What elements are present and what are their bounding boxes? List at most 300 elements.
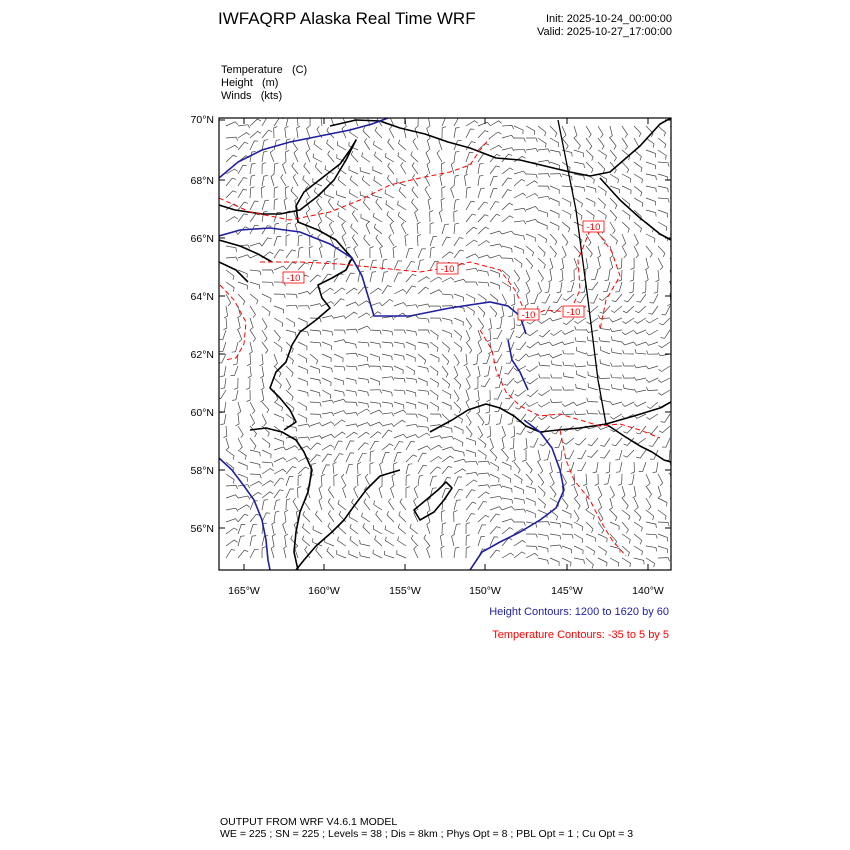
wind-barb (260, 366, 263, 378)
wind-barb (418, 366, 428, 372)
wind-barb (250, 318, 253, 330)
wind-barb (322, 261, 331, 270)
wind-barb (618, 474, 622, 485)
wind-barb (224, 306, 227, 318)
field-unit: (C) (291, 64, 308, 76)
wind-barb (313, 526, 322, 534)
wind-barb (451, 162, 454, 174)
wind-barb (354, 486, 358, 498)
wind-barb (418, 465, 427, 474)
wind-barb (646, 387, 658, 391)
wind-barb (387, 211, 394, 222)
wind-barb (622, 210, 630, 220)
wind-barb (262, 306, 270, 316)
wind-barb (586, 353, 598, 356)
wind-barb (559, 270, 563, 282)
wind-barb (514, 474, 522, 484)
wind-barb (226, 519, 238, 522)
kodiak-island (414, 482, 452, 520)
wind-barb (370, 410, 382, 414)
wind-barb (374, 152, 382, 162)
wind-barb (487, 330, 491, 342)
wind-barb (430, 457, 442, 463)
wind-barb (600, 359, 610, 366)
wind-barb (494, 342, 502, 351)
wind-barb (574, 150, 584, 157)
wind-barb (370, 272, 376, 282)
wind-barb (262, 450, 271, 458)
wind-barb (526, 206, 538, 210)
wind-barb (274, 250, 284, 258)
wind-barb (600, 306, 610, 314)
wind-barb (437, 150, 442, 162)
wind-barb (598, 498, 602, 510)
coastline-layer (219, 118, 671, 570)
wind-barb (598, 315, 610, 319)
wind-barb (391, 486, 395, 498)
wind-barb (598, 162, 605, 173)
wind-barb (370, 378, 379, 386)
wind-barb (310, 414, 321, 418)
wind-barb (504, 366, 514, 374)
wind-barb (365, 138, 371, 150)
wind-barb (634, 246, 639, 258)
wind-barb (220, 366, 226, 377)
wind-barb (286, 294, 297, 298)
wind-barb (262, 151, 267, 162)
wind-barb (646, 150, 656, 157)
wind-barb (539, 362, 550, 366)
wind-barb (526, 138, 537, 142)
wind-barb (514, 208, 526, 211)
wind-barb (454, 459, 466, 462)
wind-barb (346, 402, 357, 406)
wind-barb (398, 537, 406, 546)
wind-barb (658, 558, 670, 562)
wind-barb (247, 390, 251, 402)
wind-barb (327, 547, 334, 558)
wind-barb (382, 330, 393, 335)
wind-barb (466, 306, 474, 315)
wind-barb (412, 187, 418, 198)
temp-contour-south (480, 330, 660, 438)
wind-barb (478, 414, 484, 425)
wind-barb (464, 174, 467, 186)
wind-barb (358, 443, 369, 450)
wind-barb (658, 150, 666, 160)
wind-barb (361, 214, 370, 222)
wind-barb (238, 450, 246, 460)
wind-barb (648, 306, 658, 314)
wind-barb (250, 175, 255, 186)
wind-barb (334, 432, 345, 438)
wind-barb (575, 337, 586, 342)
wind-barb (334, 411, 346, 414)
wind-barb (358, 402, 369, 408)
wind-barb (586, 162, 593, 173)
lat-label: 66°N (190, 233, 214, 245)
lon-label: 150°W (469, 585, 501, 597)
wind-barb (338, 201, 346, 210)
wind-barb (262, 500, 268, 510)
height-contour-legend: Height Contours: 1200 to 1620 by 60 (489, 606, 669, 618)
wind-barb (234, 378, 238, 389)
wind-barb (358, 326, 370, 330)
wind-barb (427, 162, 430, 174)
wind-barb (551, 306, 562, 313)
wind-barb (622, 534, 630, 544)
wind-barb (322, 342, 331, 350)
wind-barb (334, 354, 343, 362)
wind-barb (610, 258, 613, 270)
wind-barb (334, 299, 345, 306)
wind-barb (502, 135, 514, 138)
wind-barb (586, 198, 595, 206)
contour-label: -10 (586, 222, 601, 233)
contour-label: -10 (566, 307, 581, 318)
wind-barb (386, 200, 394, 210)
wind-barb (328, 151, 334, 162)
wind-barb (380, 246, 383, 258)
wind-barb (238, 505, 250, 510)
wind-barb (631, 258, 635, 270)
wind-barb (574, 162, 585, 168)
wind-barb (406, 402, 416, 409)
wind-barb (376, 199, 382, 210)
wind-barb (658, 126, 666, 136)
wind-barb (358, 342, 369, 347)
wind-barb (550, 186, 559, 194)
wind-barb (322, 454, 332, 462)
wind-barb (563, 350, 574, 354)
wind-barb (417, 222, 421, 234)
wind-barb (598, 534, 607, 542)
wind-barb (490, 121, 502, 126)
wind-barb (394, 342, 405, 348)
wind-barb (464, 354, 468, 366)
wind-barb (226, 155, 237, 162)
wind-barb (334, 475, 338, 487)
wind-barb (226, 438, 229, 450)
wind-barb (328, 198, 334, 210)
wind-barb (262, 226, 271, 234)
wind-barb (298, 414, 307, 423)
wind-barb (514, 462, 520, 473)
wind-barb (634, 162, 642, 172)
lat-label: 62°N (190, 349, 214, 361)
wind-barb (658, 258, 663, 270)
wind-barb (406, 354, 415, 362)
wind-barb (382, 413, 394, 417)
wind-barb (586, 246, 592, 257)
wind-barb (262, 342, 268, 354)
wind-barb (310, 423, 322, 426)
wind-barb (563, 318, 574, 325)
wind-barb (250, 549, 259, 558)
wind-barb (634, 402, 646, 406)
wind-barb (490, 177, 498, 186)
wind-barb (514, 149, 526, 153)
wind-barb (370, 288, 382, 294)
wind-barb (577, 450, 586, 459)
wind-barb (477, 366, 480, 378)
wind-barb (334, 441, 342, 450)
wind-barb (646, 366, 658, 369)
wind-barb (412, 199, 418, 210)
wind-barb (454, 127, 460, 138)
wind-barb (286, 378, 291, 390)
wind-barb (478, 175, 483, 186)
wind-barb (562, 546, 572, 553)
wind-barb (262, 469, 274, 475)
wind-barb (262, 270, 274, 274)
wind-barb (454, 354, 459, 366)
wind-barb (502, 270, 510, 280)
wind-barb (526, 462, 532, 473)
wind-barb (622, 174, 631, 183)
wind-barb (550, 354, 562, 358)
wind-barb (562, 126, 566, 138)
wind-barb (304, 163, 310, 174)
wind-barb (286, 489, 294, 498)
lat-label: 70°N (190, 114, 214, 126)
wind-barb (488, 318, 491, 330)
wind-barb (238, 524, 245, 534)
wind-barb (322, 434, 334, 438)
wind-barb (298, 475, 302, 486)
wind-barb (370, 354, 380, 361)
wind-barb (659, 342, 671, 348)
wind-barb (622, 330, 634, 335)
wind-barb (363, 127, 370, 138)
wind-barb (398, 524, 406, 534)
wind-barb (406, 435, 418, 439)
wind-barb (653, 462, 659, 473)
wind-barb (538, 270, 543, 282)
wind-barb (562, 498, 568, 509)
wind-barb (250, 306, 256, 318)
wind-barb (262, 175, 268, 186)
wind-barb (511, 318, 515, 330)
wind-barb (599, 294, 610, 301)
wind-barb (370, 260, 377, 270)
wind-barb (612, 438, 622, 446)
wind-barb (374, 141, 383, 150)
wind-barb (466, 502, 476, 510)
wind-barb (298, 437, 310, 441)
wind-barb (538, 196, 550, 199)
wind-barb (550, 246, 556, 257)
wind-barb (232, 390, 238, 400)
wind-barb (406, 414, 417, 418)
wind-barb (574, 363, 586, 367)
wind-barb (298, 291, 310, 294)
wind-barb (271, 546, 274, 558)
wind-barb (574, 402, 586, 406)
wind-barb (562, 510, 571, 518)
wind-barb (370, 303, 382, 306)
wind-barb (587, 410, 598, 414)
wind-barb (466, 187, 471, 198)
wind-barb (298, 402, 307, 411)
wind-barb (274, 127, 278, 139)
wind-barb (442, 447, 454, 450)
wind-barb (250, 426, 257, 437)
wind-barb (551, 361, 562, 366)
wind-barb (454, 366, 458, 378)
wind-barb (376, 235, 382, 246)
wind-barb (418, 249, 426, 258)
wind-barb (328, 499, 334, 511)
wind-barb (550, 399, 562, 403)
wind-barb (634, 389, 646, 392)
wind-barb (610, 558, 619, 567)
wind-barb (286, 139, 290, 150)
wind-barb (272, 522, 275, 534)
wind-barb (538, 390, 550, 396)
wind-barb (441, 162, 445, 174)
wind-barb (466, 480, 477, 486)
wind-barb (343, 486, 346, 498)
wind-barb (454, 426, 463, 434)
wind-barb (388, 139, 394, 150)
wind-barb (334, 420, 345, 426)
wind-barb (490, 507, 502, 510)
wind-barb (478, 143, 489, 150)
wind-barb (370, 451, 374, 462)
wind-barb (478, 485, 490, 489)
wind-barb (551, 374, 562, 378)
wind-barb (478, 122, 490, 126)
wind-barb (622, 162, 629, 173)
wind-barb (373, 550, 382, 558)
wind-barb (514, 179, 525, 186)
wind-barb (490, 202, 499, 211)
longitude-labels (228, 585, 664, 597)
wind-barb (363, 523, 370, 534)
wind-barb (346, 424, 358, 427)
wind-barb (624, 294, 634, 302)
wind-barb (466, 201, 475, 210)
wind-barb (530, 438, 538, 447)
chart-title: IWFAQRP Alaska Real Time WRF (218, 9, 476, 28)
wind-barb (526, 282, 530, 294)
wind-barb (661, 330, 670, 338)
wind-barb (515, 354, 526, 361)
wind-barb (220, 402, 226, 413)
wind-barb (442, 402, 451, 410)
wind-barb (563, 362, 574, 367)
model-config: WE = 225 ; SN = 225 ; Levels = 38 ; Dis = 8km ; Phys Opt = 8 ; PBL Opt = 1 ; Cu Opt = 3 (220, 828, 634, 840)
wind-barb (357, 462, 361, 474)
wind-barb (658, 162, 669, 167)
wind-barb (358, 260, 364, 271)
wind-barb (238, 496, 250, 499)
wind-barb (454, 223, 459, 234)
wind-barb (292, 163, 298, 174)
wind-barb (574, 186, 585, 192)
wind-barb (352, 211, 358, 223)
wind-barb (375, 127, 382, 138)
wind-barb (588, 282, 598, 290)
lon-label: 165°W (228, 585, 260, 597)
wind-barb (476, 402, 479, 414)
wind-barb (502, 246, 512, 253)
wind-barb (406, 330, 417, 336)
wind-barb (517, 426, 527, 434)
wind-barb (634, 330, 646, 334)
wind-barb (382, 475, 386, 486)
wind-barb (538, 160, 550, 163)
wind-barb (623, 385, 634, 391)
wind-barb (346, 288, 357, 294)
wind-barb (274, 342, 282, 352)
wind-barb (250, 438, 256, 449)
wind-barb (405, 234, 409, 246)
wind-barb (310, 378, 320, 384)
wind-barb (413, 174, 418, 186)
wind-barb (670, 186, 681, 191)
wind-barb (527, 330, 539, 336)
wind-barb (387, 511, 394, 522)
wind-barb (659, 318, 670, 325)
wind-barb (601, 346, 610, 354)
wind-barb (478, 163, 484, 174)
wind-barb (526, 354, 538, 357)
wind-barb (406, 441, 415, 450)
wind-barb (418, 354, 426, 364)
wind-barb (526, 474, 533, 485)
wind-barb (250, 536, 256, 546)
wind-barb (490, 462, 499, 471)
wind-barb (587, 318, 599, 324)
wind-barb (658, 510, 666, 520)
wind-barb (358, 378, 369, 383)
wind-barb (502, 258, 513, 262)
wind-barb (442, 426, 452, 433)
wind-barb (364, 499, 370, 510)
wind-barb (454, 151, 459, 162)
wind-barb (274, 500, 280, 510)
wind-barb (418, 115, 422, 126)
wind-barb (314, 140, 322, 150)
wind-barb (550, 486, 556, 497)
wind-barb (454, 510, 458, 522)
wind-barb (346, 441, 354, 450)
wind-barb (599, 337, 610, 342)
wind-barb (563, 386, 575, 390)
wind-barb (354, 246, 358, 258)
wind-barb (670, 522, 681, 527)
wind-barb (284, 198, 287, 210)
wind-barb (351, 151, 358, 162)
wind-barb (309, 246, 313, 258)
wind-barb (260, 390, 263, 402)
wind-barb (538, 282, 542, 294)
wind-barb (322, 412, 334, 416)
wind-barb (454, 477, 462, 486)
wind-barb (528, 414, 538, 422)
wind-barb (285, 534, 289, 546)
wind-barb (394, 354, 404, 360)
wind-barb (577, 462, 586, 471)
wind-barb (430, 366, 438, 376)
wind-barb (490, 306, 497, 317)
wind-barb (346, 302, 358, 306)
wind-barb (550, 522, 561, 528)
wind-barb (490, 474, 499, 482)
wind-barb (310, 261, 318, 271)
